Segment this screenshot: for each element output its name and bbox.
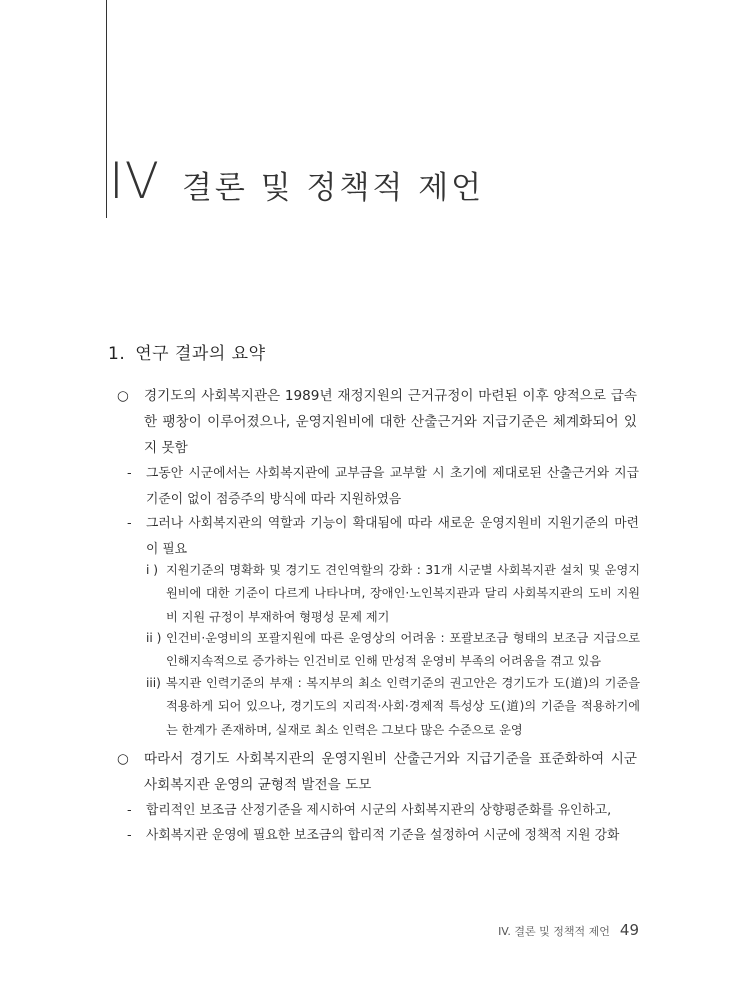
dash-text: 합리적인 보조금 산정기준을 제시하여 시군의 사회복지관의 상향평준화를 유인하고, bbox=[146, 803, 612, 818]
dash-marker: - bbox=[127, 803, 132, 818]
roman-item bbox=[146, 627, 640, 674]
dash-marker: - bbox=[127, 828, 132, 843]
page-footer bbox=[440, 920, 639, 939]
circle-bullet-marker: ○ bbox=[117, 388, 129, 404]
roman-text: 복지관 인력기준의 부재 : 복지부의 최소 인력기준의 권고안은 경기도가 도(道)의 기준을 적용하게 되어 있으나, 경기도의 지리적·사회·경제적 특성상 도(道)의 기준을 적용하기에는 한계가 존재하며, 실재로 최소 인력은 그보다 많은 수준으로 운영 bbox=[166, 676, 640, 737]
chapter-vertical-rule bbox=[106, 0, 107, 218]
bullet-item bbox=[117, 383, 637, 461]
roman-text: 지원기준의 명확화 및 경기도 견인역할의 강화 : 31개 시군별 사회복지관 설치 및 운영지원비에 대한 기준이 다르게 나타나며, 장애인·노인복지관과 달리 사회복지관의 도비 지원비 지원 규정이 부재하여 형평성 문제 제기 bbox=[166, 563, 640, 624]
roman-item bbox=[146, 559, 640, 629]
page-number: 49 bbox=[619, 921, 639, 939]
roman-item bbox=[146, 672, 640, 742]
dash-item bbox=[127, 798, 639, 824]
dash-item bbox=[127, 511, 639, 562]
section-number: 1. bbox=[108, 344, 126, 364]
section-title: 연구 결과의 요약 bbox=[135, 344, 266, 364]
section-heading bbox=[108, 339, 266, 364]
roman-marker: ii ) bbox=[146, 631, 162, 645]
chapter-heading bbox=[109, 152, 484, 210]
roman-text: 인건비·운영비의 포괄지원에 따른 운영상의 어려움 : 포괄보조금 형태의 보조금 지급으로 인해지속적으로 증가하는 인건비로 인해 만성적 운영비 부족의 어려움을 겪고 있음 bbox=[166, 631, 640, 669]
bullet-text: 따라서 경기도 사회복지관의 운영지원비 산출근거와 지급기준을 표준화하여 시군 사회복지관 운영의 균형적 발전을 도모 bbox=[144, 751, 637, 793]
roman-marker: i ) bbox=[146, 563, 159, 577]
dash-text: 그동안 시군에서는 사회복지관에 교부금을 교부할 시 초기에 제대로된 산출근거와 지급기준이 없이 점증주의 방식에 따라 지원하였음 bbox=[146, 466, 639, 507]
dash-item bbox=[127, 823, 639, 849]
dash-text: 그러나 사회복지관의 역할과 기능이 확대됨에 따라 새로운 운영지원비 지원기준의 마련이 필요 bbox=[146, 516, 639, 557]
dash-item bbox=[127, 461, 639, 512]
chapter-title: 결론 및 정책적 제언 bbox=[181, 170, 485, 206]
dash-marker: - bbox=[127, 466, 132, 481]
dash-text: 사회복지관 운영에 필요한 보조금의 합리적 기준을 설정하여 시군에 정책적 지원 강화 bbox=[146, 828, 620, 843]
running-footer-text: IV. 결론 및 정책적 제언 bbox=[498, 925, 610, 938]
dash-marker: - bbox=[127, 516, 132, 531]
bullet-text: 경기도의 사회복지관은 1989년 재정지원의 근거규정이 마련된 이후 양적으로 급속한 팽창이 이루어졌으나, 운영지원비에 대한 산출근거와 지급기준은 체계화되어 있지 못함 bbox=[144, 388, 637, 456]
roman-marker: iii) bbox=[146, 676, 161, 690]
chapter-number: IV bbox=[109, 152, 160, 210]
bullet-item bbox=[117, 746, 637, 798]
circle-bullet-marker: ○ bbox=[117, 751, 129, 767]
